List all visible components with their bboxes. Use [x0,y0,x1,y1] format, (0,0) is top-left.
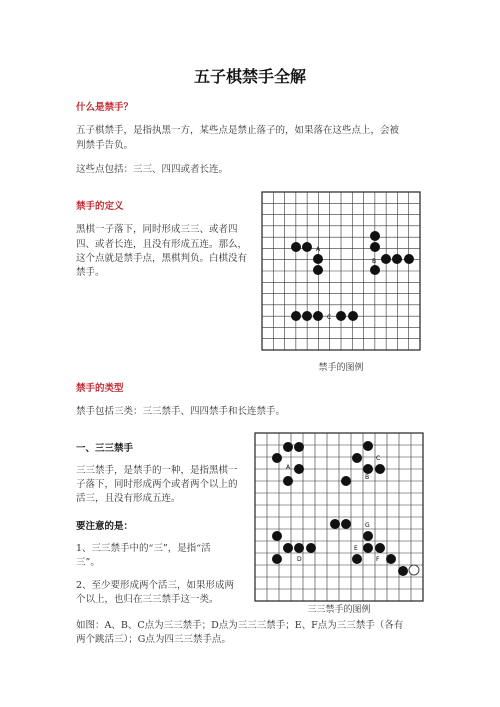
double-three-line-1: 三三禁手，是禁手的一种，是指黑棋一 [76,465,238,476]
board-figure-forbidden-example [261,191,421,351]
point-label-a: A [286,464,291,471]
point-label-b: B [372,258,377,265]
stone [352,453,362,463]
stone [386,554,396,564]
section1-para2: 这些点包括：三三、四四或者长连。 [76,164,229,175]
section-heading-types: 禁手的类型 [76,383,124,394]
example-line-1: 如图：A、B、C点为三三禁手；D点为三三三禁手；E、F点为三三禁手（各有 [76,620,404,631]
stone [302,311,312,321]
stone [363,543,373,553]
section-heading-double-three: 一、三三禁手 [76,443,134,454]
stone [283,442,293,452]
stone [341,476,351,486]
stone [294,442,304,452]
stone [272,453,282,463]
section1-para1-line1: 五子棋禁手，是指执黑一方，某些点是禁止落子的，如果落在这些点上，会被 [76,125,400,136]
stone [398,566,408,576]
section-heading-definition: 禁手的定义 [76,201,124,212]
board-figure-double-three [254,432,424,602]
board-grid [262,192,420,350]
note-heading: 要注意的是： [76,521,134,532]
stone [370,265,380,275]
stone [363,531,373,541]
definition-line-4: 禁手。 [76,267,105,278]
definition-line-1: 黑棋一子落下，同时形成三三、或者四 [76,224,238,235]
stone [363,464,373,474]
stone [313,311,323,321]
stone [330,519,340,529]
page-title: 五子棋禁手全解 [193,67,306,86]
board-stones [272,441,419,576]
stone [294,543,304,553]
point-label-f: F [376,556,380,563]
stone [283,476,293,486]
stone [404,254,414,264]
stone [272,554,282,564]
stone [306,543,316,553]
stone [313,265,323,275]
point-label-e: E [354,545,358,552]
point-label-g: G [365,522,370,529]
stone [352,554,362,564]
stone [409,565,419,575]
stone [336,311,346,321]
stone [348,311,358,321]
note-2-line-1: 2、至少要形成两个活三，如果形成两 [76,580,235,591]
figure-caption-forbidden: 禁手的图例 [318,363,364,373]
stone [392,254,402,264]
stone [291,311,301,321]
stone [375,543,385,553]
point-label-b: B [365,474,370,481]
stone [381,254,391,264]
stone [291,242,301,252]
stone [272,531,282,541]
stone [302,242,312,252]
stone [363,441,373,451]
stone [341,519,351,529]
section-heading-what-is: 什么是禁手？ [76,102,134,113]
double-three-line-3: 活三，且没有形成五连。 [76,493,181,504]
point-label-d: D [297,556,302,563]
stone [294,464,304,474]
stone [370,242,380,252]
example-line-2: 两个跳活三）；G点为四三三禁手点。 [76,634,231,645]
definition-line-2: 四、或者长连，且没有形成五连。那么， [76,239,248,250]
definition-line-3: 这个点就是禁手点，黑棋判负。白棋没有 [76,253,248,264]
figure-caption-double-three: 三三禁手的图例 [307,605,371,615]
stone [283,543,293,553]
note-1-line-1: 1、三三禁手中的“三”，是指“活 [76,543,211,554]
double-three-line-2: 子落下，同时形成两个或者两个以上的 [76,479,238,490]
stone [370,231,380,241]
types-para: 禁手包括三类：三三禁手、四四禁手和长连禁手。 [76,406,286,417]
note-2-line-2: 个以上，也归在三三禁手这一类。 [76,594,219,605]
stone [313,254,323,264]
note-1-line-2: 三”。 [76,557,100,568]
section1-para1-line2: 判禁手告负。 [76,140,134,151]
point-label-c: C [376,455,381,462]
point-label-a: A [316,246,321,253]
stone [375,464,385,474]
point-label-c: C [327,314,332,321]
